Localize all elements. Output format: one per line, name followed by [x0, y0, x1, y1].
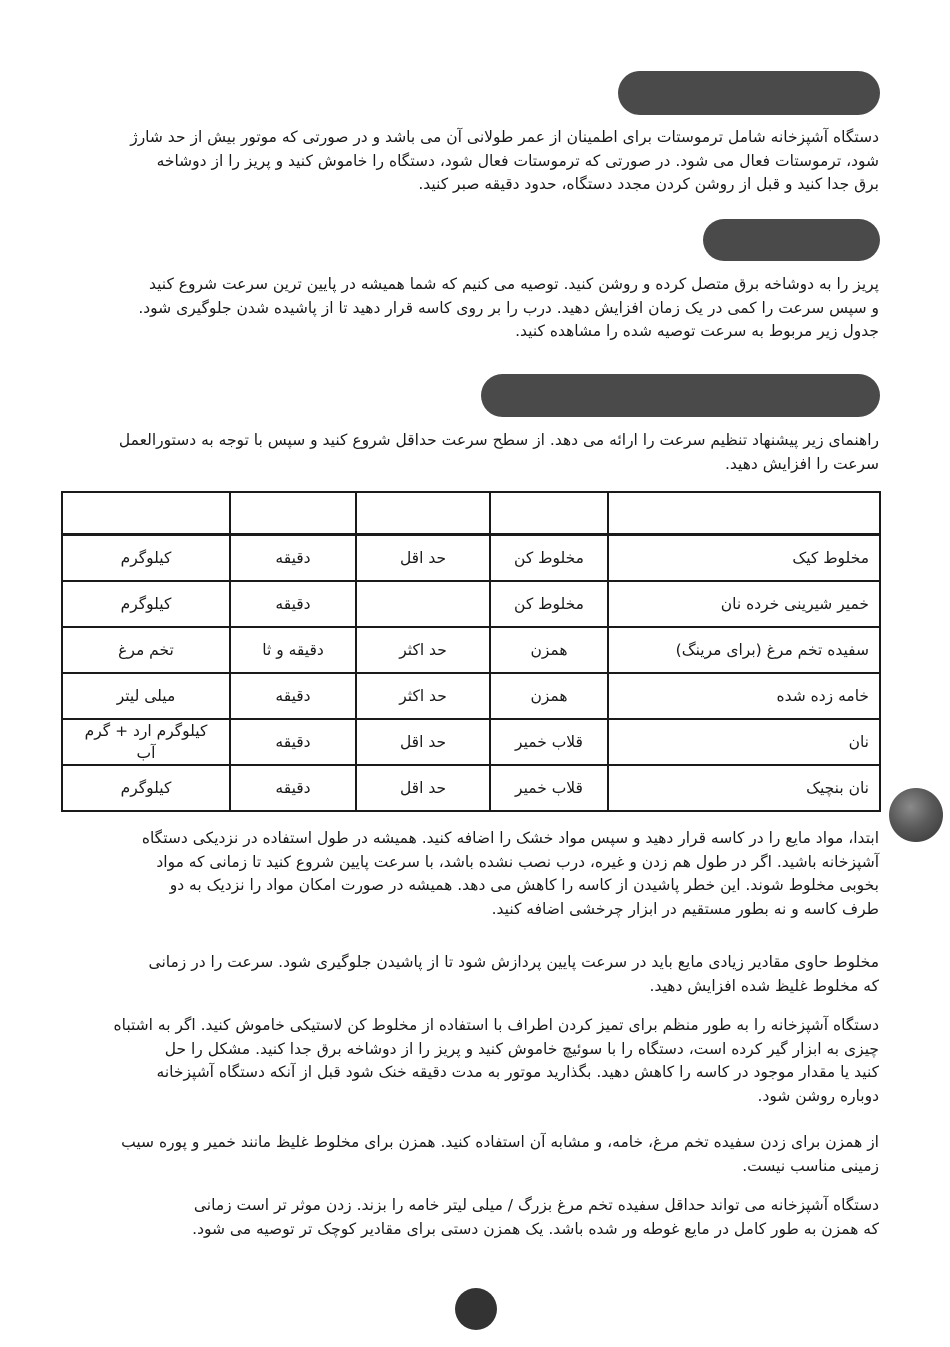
cell-time: دقیقه	[230, 673, 356, 719]
cell-tool: مخلوط کن	[490, 581, 608, 627]
text-line: که مخلوط غلیظ شده افزایش دهید.	[649, 976, 879, 995]
text-line: ابتدا، مواد مایع را در کاسه قرار دهید و سپس مواد خشک را اضافه کنید. همیشه در طول استفاده در نزدیکی دستگاه	[141, 829, 879, 847]
text-line: بخوبی مخلوط شوند. این خطر پاشیدن از کاسه را کاهش می دهد. همیشه در صورت امکان مواد را نزدیک به دو	[169, 876, 879, 894]
cell-food: خمیر شیرینی خرده نان	[608, 581, 880, 627]
table-row	[62, 535, 880, 582]
body-paragraph-3	[63, 1014, 879, 1108]
text-line: آشپزخانه باشید. اگر در طول هم زدن و غیره، درب نصب نشده باشد، با سرعت پایین شروع کنید تا زمانی که مواد	[156, 852, 879, 871]
text-line: راهنمای زیر پیشنهاد تنظیم سرعت را ارائه می دهد. از سطح سرعت حداقل شروع کنید و سپس با توجه به دستورالعمل	[118, 431, 879, 449]
cell-speed: حد اکثر	[356, 673, 490, 719]
cell-tool: قلاب خمیر	[490, 719, 608, 765]
header-speed	[356, 492, 490, 535]
table-row	[62, 765, 880, 811]
cell-speed: حد اقل	[356, 719, 490, 765]
text-line: سرعت را افزایش دهید.	[724, 454, 879, 473]
cell-food: سفیده تخم مرغ (برای مرینگ)	[608, 627, 880, 673]
section-header-operation	[703, 219, 880, 261]
cell-time: دقیقه	[230, 581, 356, 627]
text-line: برق جدا کنید و قبل از روشن کردن مجدد دستگاه، حدود دقیقه صبر کنید.	[418, 175, 879, 193]
cell-speed: حد اکثر	[356, 627, 490, 673]
table-header-row	[62, 492, 880, 535]
body-paragraph-5	[63, 1194, 879, 1241]
section-header-thermostat	[618, 71, 880, 115]
table-row	[62, 673, 880, 719]
cell-time: دقیقه	[230, 765, 356, 811]
text-line: دوباره روشن شود.	[757, 1086, 879, 1105]
thermostat-paragraph	[63, 126, 879, 197]
page-number-marker	[455, 1288, 497, 1330]
cell-speed: حد اقل	[356, 765, 490, 811]
cell-quantity: کیلوگرم	[62, 765, 230, 811]
cell-food: خامه زده شده	[608, 673, 880, 719]
text-line: که همزن به طور کامل در مایع غوطه ور شده باشد. یک همزن دستی برای مقادیر کوچک تر توصیه می شود.	[192, 1219, 879, 1238]
text-line: دستگاه آشپزخانه شامل ترموستات برای اطمینان از عمر طولانی آن می باشد و در صورتی که موتور بیش از حد شارژ	[130, 128, 879, 146]
side-tab-marker	[889, 788, 943, 842]
operation-paragraph	[63, 273, 879, 344]
header-time	[230, 492, 356, 535]
table-row	[62, 581, 880, 627]
cell-quantity: تخم مرغ	[62, 627, 230, 673]
cell-quantity: میلی لیتر	[62, 673, 230, 719]
body-paragraph-2	[63, 951, 879, 998]
speed-guide-intro	[63, 429, 879, 476]
table-row	[62, 719, 880, 765]
cell-quantity: کیلوگرم	[62, 581, 230, 627]
body-paragraph-4	[63, 1131, 879, 1178]
text-line: کنید یا مقدار موجود در کاسه را کاهش دهید. بگذارید موتور به مدت دقیقه خنک شود قبل از آنکه دستگاه آشپزخانه	[156, 1063, 879, 1081]
header-food	[608, 492, 880, 535]
text-line: زمینی مناسب نیست.	[742, 1156, 879, 1175]
text-line: و سپس سرعت را کمی در یک زمان افزایش دهید. درب را بر روی کاسه قرار دهید تا از پاشیده شدن جلوگیری شود.	[138, 298, 879, 317]
text-line: شود، ترموستات فعال می شود. در صورتی که ترموستات فعال شود، دستگاه را خاموش کنید و پریز را از دوشاخه	[156, 151, 879, 170]
cell-food: نان	[608, 719, 880, 765]
text-line: دستگاه آشپزخانه می تواند حداقل سفیده تخم مرغ بزرگ / میلی لیتر خامه را بزند. زدن موثر تر است زمانی	[193, 1196, 879, 1214]
cell-time: دقیقه و ثا	[230, 627, 356, 673]
cell-tool: همزن	[490, 627, 608, 673]
cell-tool: قلاب خمیر	[490, 765, 608, 811]
table-row	[62, 627, 880, 673]
body-paragraph-1	[63, 827, 879, 921]
cell-quantity: کیلوگرم	[62, 535, 230, 582]
section-header-speed-guide	[481, 374, 880, 417]
cell-speed	[356, 581, 490, 627]
cell-time: دقیقه	[230, 719, 356, 765]
cell-speed: حد اقل	[356, 535, 490, 582]
cell-tool: مخلوط کن	[490, 535, 608, 582]
cell-food: مخلوط کیک	[608, 535, 880, 582]
text-line: جدول زیر مربوط به سرعت توصیه شده را مشاهده کنید.	[515, 322, 879, 340]
cell-tool: همزن	[490, 673, 608, 719]
text-line: از همزن برای زدن سفیده تخم مرغ، خامه، و مشابه آن استفاده کنید. همزن برای مخلوط غلیظ مانند خمیر و پوره سیب	[121, 1133, 879, 1151]
text-line: مخلوط حاوی مقادیر زیادی مایع باید در سرعت پایین پردازش شود تا از پاشیدن جلوگیری شود. سرعت را در زمانی	[148, 953, 879, 971]
text-line: چیزی به ابزار گیر کرده است، دستگاه را با سوئیچ خاموش کنید و پریز را از دوشاخه برق جدا کنید. مشکل را حل	[164, 1039, 879, 1058]
header-quantity	[62, 492, 230, 535]
text-line: طرف کاسه و نه بطور مستقیم در ابزار چرخشی اضافه کنید.	[491, 899, 879, 918]
cell-food: نان بنچیک	[608, 765, 880, 811]
text-line: پریز را به دوشاخه برق متصل کرده و روشن کنید. توصیه می کنیم که شما همیشه در پایین ترین سرعت شروع کنید	[148, 275, 879, 293]
text-line: دستگاه آشپزخانه را به طور منظم برای تمیز کردن اطراف با استفاده از مخلوط کن لاستیکی خاموش کنید. اگر به اشتباه	[113, 1016, 879, 1034]
header-tool	[490, 492, 608, 535]
speed-guide-table	[61, 491, 881, 812]
cell-time: دقیقه	[230, 535, 356, 582]
cell-quantity: کیلوگرم ارد + گرم آب	[62, 719, 230, 765]
